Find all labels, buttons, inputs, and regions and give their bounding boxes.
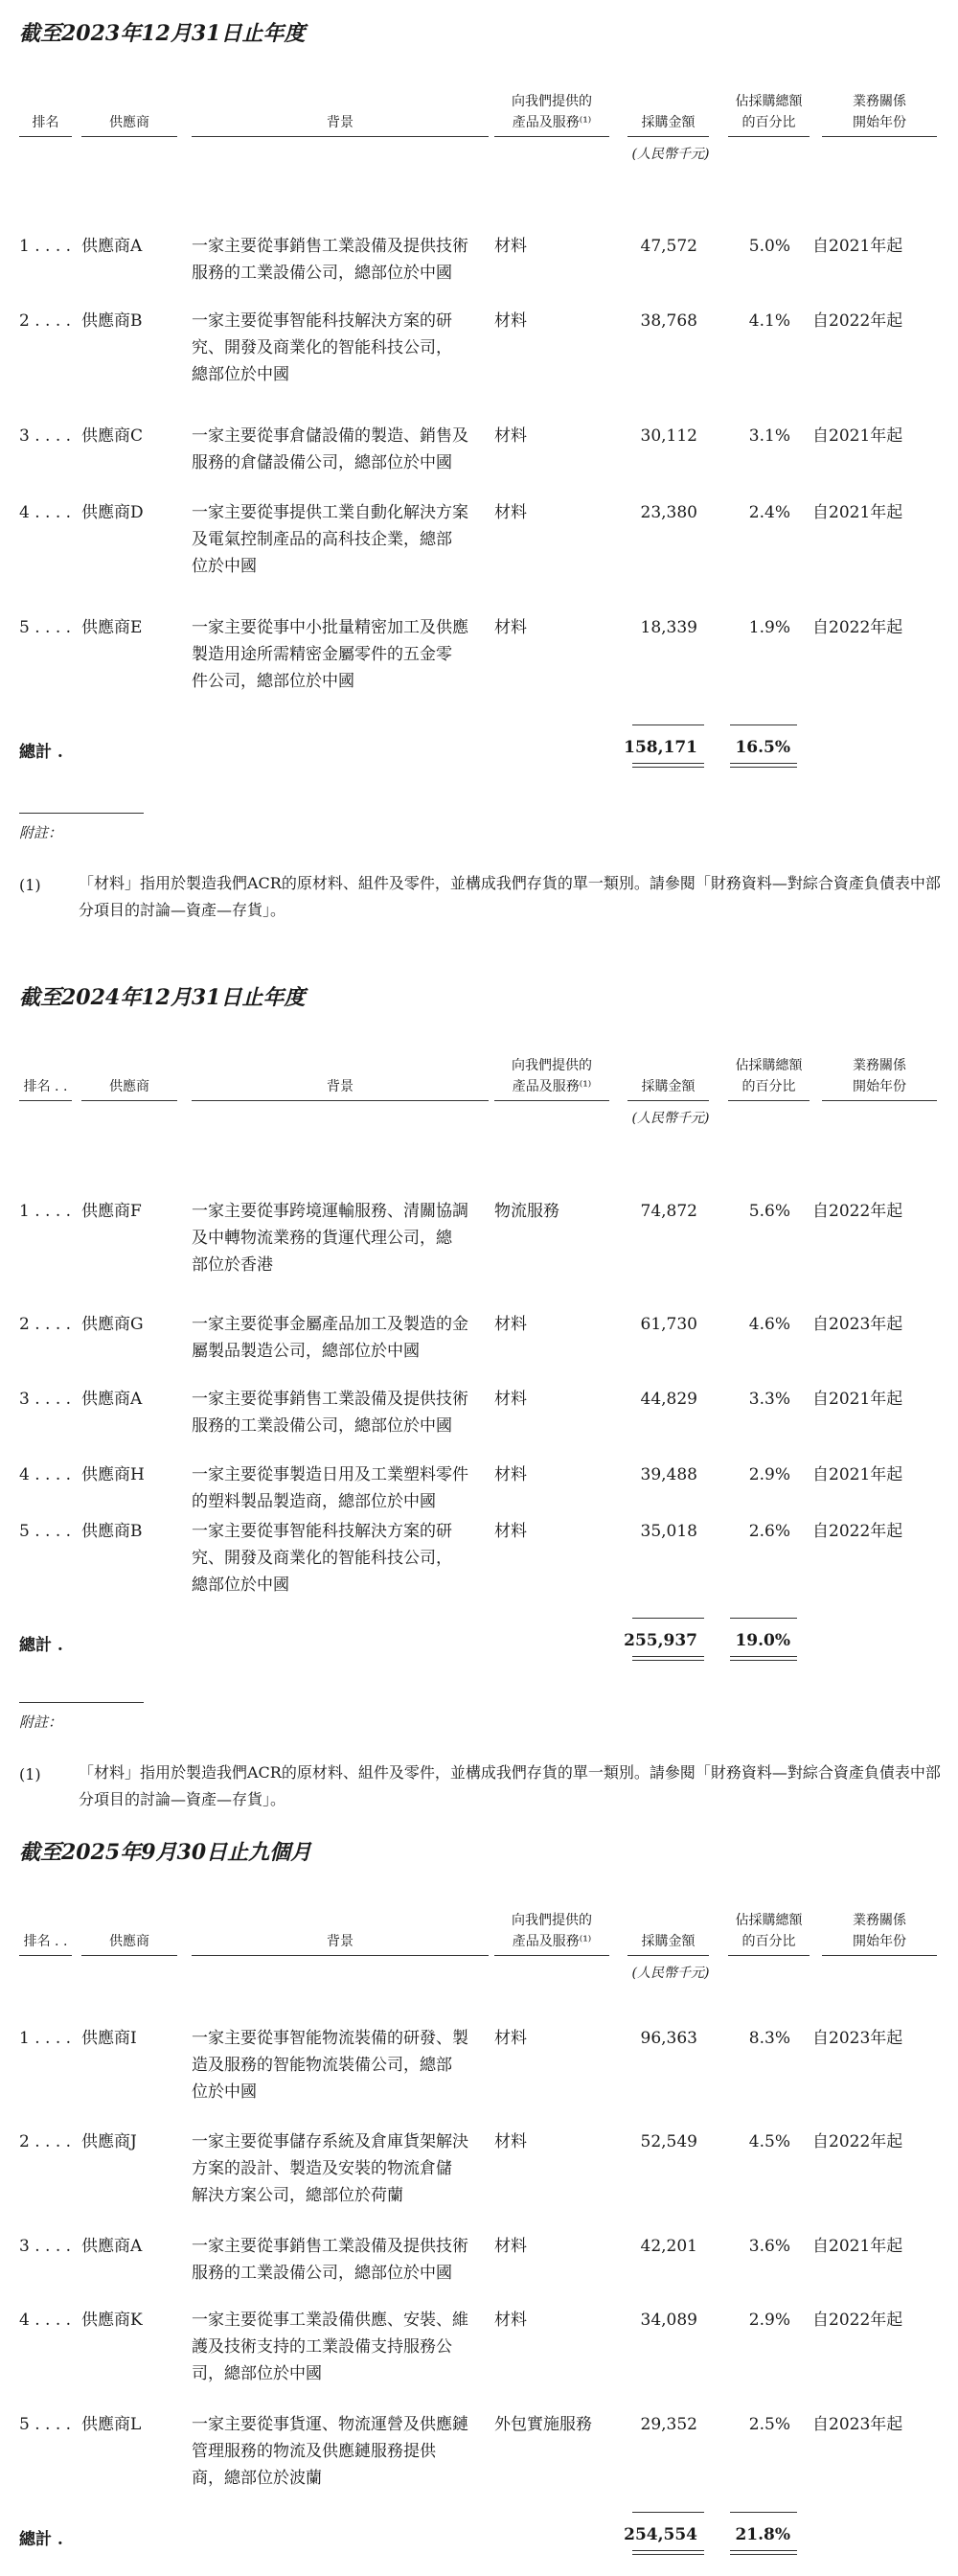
- product-cell: 材料: [494, 618, 527, 637]
- total-pct: 19.0%: [735, 1631, 790, 1650]
- pct-cell: 2.9%: [748, 1465, 790, 1484]
- rank-cell: 1 . . . .: [19, 1202, 72, 1221]
- background-line: 一家主要從事金屬產品加工及製造的金: [192, 1315, 468, 1334]
- product-cell: 材料: [494, 1315, 527, 1334]
- supplier-cell: 供應商A: [81, 2237, 143, 2256]
- amount-cell: 18,339: [640, 618, 697, 637]
- header-rule: [81, 136, 177, 137]
- product-cell: 材料: [494, 1465, 527, 1484]
- background-line: 一家主要從事製造日用及工業塑料零件: [192, 1465, 468, 1484]
- start-year-cell: 自2021年起: [812, 503, 903, 522]
- total-double-rule: [730, 2550, 797, 2555]
- section-title: 截至2024年12月31日止年度: [19, 985, 306, 1010]
- header-rule: [494, 136, 609, 137]
- background-line: 部位於香港: [192, 1255, 273, 1275]
- amount-cell: 42,201: [640, 2237, 697, 2256]
- pct-cell: 2.6%: [748, 1522, 790, 1541]
- product-cell: 材料: [494, 503, 527, 522]
- background-line: 一家主要從事中小批量精密加工及供應: [192, 618, 468, 637]
- rank-cell: 2 . . . .: [19, 2132, 72, 2151]
- background-line: 究、開發及商業化的智能科技公司，: [192, 1549, 452, 1568]
- background-line: 管理服務的物流及供應鏈服務提供: [192, 2442, 436, 2461]
- supplier-cell: 供應商J: [81, 2132, 137, 2151]
- note-label: 附註：: [19, 824, 63, 841]
- supplier-cell: 供應商A: [81, 1390, 143, 1409]
- background-line: 商，總部位於波蘭: [192, 2469, 322, 2488]
- start-year-cell: 自2021年起: [812, 1465, 903, 1484]
- amount-cell: 47,572: [640, 237, 697, 256]
- header-rule: [728, 1955, 810, 1956]
- background-line: 屬製品製造公司，總部位於中國: [192, 1342, 420, 1361]
- col-header-pct-line2: 的百分比: [741, 1934, 796, 1949]
- background-line: 一家主要從事銷售工業設備及提供技術: [192, 1390, 468, 1409]
- background-line: 一家主要從事貨運、物流運營及供應鏈: [192, 2415, 468, 2434]
- total-label: 總計 .: [19, 743, 63, 762]
- header-rule: [19, 1955, 72, 1956]
- background-cell: [192, 1198, 493, 1278]
- rank-cell: 5 . . . .: [19, 2415, 72, 2434]
- col-header-amount: 採購金額: [641, 1079, 696, 1094]
- amount-cell: 35,018: [640, 1522, 697, 1541]
- supplier-cell: 供應商C: [81, 426, 144, 446]
- background-line: 一家主要從事智能科技解決方案的研: [192, 311, 452, 331]
- col-header-products-line1: 向我們提供的: [512, 1058, 592, 1073]
- start-year-cell: 自2021年起: [812, 426, 903, 446]
- background-line: 的塑料製品製造商，總部位於中國: [192, 1492, 436, 1511]
- background-cell: [192, 233, 493, 287]
- background-cell: [192, 2128, 493, 2209]
- total-top-rule: [632, 2512, 704, 2513]
- col-header-supplier: 供應商: [109, 1079, 149, 1094]
- start-year-cell: 自2023年起: [812, 1315, 903, 1334]
- supplier-cell: 供應商A: [81, 237, 143, 256]
- col-header-supplier: 供應商: [109, 115, 149, 130]
- background-line: 方案的設計、製造及安裝的物流倉儲: [192, 2159, 452, 2178]
- rank-cell: 3 . . . .: [19, 1390, 72, 1409]
- col-header-pct-line2: 的百分比: [741, 115, 796, 130]
- col-header-rank: 排名 . .: [23, 1934, 68, 1949]
- start-year-cell: 自2021年起: [812, 2237, 903, 2256]
- rank-cell: 3 . . . .: [19, 2237, 72, 2256]
- product-cell: 材料: [494, 2237, 527, 2256]
- unit-label: (人民幣千元): [631, 1111, 710, 1126]
- col-header-start-line1: 業務關係: [853, 1913, 906, 1928]
- total-top-rule: [730, 724, 797, 725]
- background-line: 一家主要從事銷售工業設備及提供技術: [192, 2237, 468, 2256]
- total-amount: 255,937: [624, 1631, 697, 1650]
- col-header-supplier: 供應商: [109, 1934, 149, 1949]
- supplier-cell: 供應商E: [81, 618, 143, 637]
- background-line: 解決方案公司，總部位於荷蘭: [192, 2186, 403, 2205]
- total-label: 總計 .: [19, 2530, 63, 2549]
- amount-cell: 61,730: [640, 1315, 697, 1334]
- section-title: 截至2023年12月31日止年度: [19, 21, 306, 46]
- unit-label: (人民幣千元): [631, 1966, 710, 1981]
- col-header-start-line2: 開始年份: [853, 115, 906, 130]
- total-pct: 21.8%: [735, 2525, 790, 2544]
- total-double-rule: [632, 2550, 704, 2555]
- header-rule: [822, 1100, 937, 1101]
- col-header-products-line1: 向我們提供的: [512, 94, 592, 109]
- total-amount: 158,171: [624, 738, 697, 757]
- background-line: 一家主要從事工業設備供應、安裝、維: [192, 2311, 468, 2330]
- note-number: (1): [19, 876, 41, 894]
- amount-cell: 52,549: [640, 2132, 697, 2151]
- rank-cell: 2 . . . .: [19, 1315, 72, 1334]
- start-year-cell: 自2022年起: [812, 2311, 903, 2330]
- background-line: 服務的工業設備公司，總部位於中國: [192, 2264, 452, 2283]
- product-cell: 材料: [494, 1522, 527, 1541]
- pct-cell: 1.9%: [748, 618, 790, 637]
- note-rule: [19, 1702, 144, 1703]
- background-cell: [192, 2411, 493, 2492]
- pct-cell: 8.3%: [748, 2029, 790, 2048]
- background-line: 及電氣控制產品的高科技企業，總部: [192, 530, 452, 549]
- pct-cell: 3.1%: [748, 426, 790, 446]
- col-header-pct-line1: 佔採購總額: [735, 1058, 803, 1073]
- col-header-rank: 排名: [32, 115, 59, 130]
- product-cell: 材料: [494, 426, 527, 446]
- pct-cell: 4.1%: [748, 311, 790, 331]
- total-double-rule: [730, 1656, 797, 1661]
- amount-cell: 34,089: [640, 2311, 697, 2330]
- col-header-start-line2: 開始年份: [853, 1934, 906, 1949]
- total-label: 總計 .: [19, 1636, 63, 1655]
- amount-cell: 29,352: [640, 2415, 697, 2434]
- rank-cell: 4 . . . .: [19, 1465, 72, 1484]
- background-line: 位於中國: [192, 2082, 257, 2102]
- col-header-products-line2: 產品及服務⁽¹⁾: [512, 1934, 592, 1949]
- header-rule: [494, 1955, 609, 1956]
- header-rule: [822, 1955, 937, 1956]
- col-header-start-line1: 業務關係: [853, 94, 906, 109]
- header-rule: [81, 1955, 177, 1956]
- pct-cell: 3.6%: [748, 2237, 790, 2256]
- col-header-products-line2: 產品及服務⁽¹⁾: [512, 1079, 592, 1094]
- start-year-cell: 自2022年起: [812, 1522, 903, 1541]
- background-cell: [192, 2233, 493, 2287]
- product-cell: 材料: [494, 237, 527, 256]
- header-rule: [728, 136, 810, 137]
- product-cell: 材料: [494, 1390, 527, 1409]
- total-top-rule: [730, 1618, 797, 1619]
- rank-cell: 4 . . . .: [19, 2311, 72, 2330]
- note-number: (1): [19, 1765, 41, 1783]
- background-cell: [192, 499, 493, 580]
- header-rule: [627, 1100, 709, 1101]
- product-cell: 材料: [494, 2029, 527, 2048]
- background-line: 服務的倉儲設備公司，總部位於中國: [192, 453, 452, 472]
- background-line: 一家主要從事智能物流裝備的研發、製: [192, 2029, 468, 2048]
- total-amount: 254,554: [624, 2525, 697, 2544]
- rank-cell: 5 . . . .: [19, 1522, 72, 1541]
- start-year-cell: 自2021年起: [812, 1390, 903, 1409]
- rank-cell: 4 . . . .: [19, 503, 72, 522]
- unit-label: (人民幣千元): [631, 147, 710, 162]
- total-pct: 16.5%: [735, 738, 790, 757]
- header-rule: [192, 1100, 489, 1101]
- background-line: 一家主要從事跨境運輸服務、清關協調: [192, 1202, 468, 1221]
- pct-cell: 2.5%: [748, 2415, 790, 2434]
- pct-cell: 5.6%: [748, 1202, 790, 1221]
- background-line: 服務的工業設備公司，總部位於中國: [192, 1416, 452, 1436]
- background-cell: [192, 423, 493, 476]
- note-text: 「材料」指用於製造我們ACR的原材料、組件及零件，並構成我們存貨的單一類別。請參閱「財務資料—對綜合資產負債表中部分項目的討論—資產—存貨」。: [79, 874, 941, 919]
- header-rule: [192, 1955, 489, 1956]
- header-rule: [494, 1100, 609, 1101]
- total-double-rule: [632, 763, 704, 768]
- background-line: 造及服務的智能物流裝備公司，總部: [192, 2056, 452, 2075]
- product-cell: 材料: [494, 311, 527, 331]
- col-header-start-line1: 業務關係: [853, 1058, 906, 1073]
- header-rule: [627, 136, 709, 137]
- start-year-cell: 自2023年起: [812, 2029, 903, 2048]
- background-line: 司，總部位於中國: [192, 2364, 322, 2383]
- total-double-rule: [632, 1656, 704, 1661]
- amount-cell: 23,380: [640, 503, 697, 522]
- col-header-start-line2: 開始年份: [853, 1079, 906, 1094]
- col-header-rank: 排名 . .: [23, 1079, 68, 1094]
- background-line: 總部位於中國: [192, 365, 289, 384]
- background-cell: [192, 614, 493, 695]
- note-text: 「材料」指用於製造我們ACR的原材料、組件及零件，並構成我們存貨的單一類別。請參閱「財務資料—對綜合資產負債表中部分項目的討論—資產—存貨」。: [79, 1763, 941, 1808]
- supplier-cell: 供應商F: [81, 1202, 142, 1221]
- background-line: 究、開發及商業化的智能科技公司，: [192, 338, 452, 357]
- note-rule: [19, 813, 144, 814]
- background-cell: [192, 308, 493, 388]
- start-year-cell: 自2022年起: [812, 618, 903, 637]
- header-rule: [19, 1100, 72, 1101]
- background-line: 一家主要從事提供工業自動化解決方案: [192, 503, 468, 522]
- pct-cell: 2.4%: [748, 503, 790, 522]
- header-rule: [19, 136, 72, 137]
- col-header-products-line1: 向我們提供的: [512, 1913, 592, 1928]
- background-line: 一家主要從事智能科技解決方案的研: [192, 1522, 452, 1541]
- background-cell: [192, 1386, 493, 1439]
- rank-cell: 3 . . . .: [19, 426, 72, 446]
- header-rule: [192, 136, 489, 137]
- note-label: 附註：: [19, 1714, 63, 1731]
- col-header-pct-line2: 的百分比: [741, 1079, 796, 1094]
- product-cell: 物流服務: [494, 1202, 559, 1221]
- col-header-pct-line1: 佔採購總額: [735, 1913, 803, 1928]
- supplier-cell: 供應商B: [81, 311, 143, 331]
- col-header-background: 背景: [327, 1934, 354, 1949]
- pct-cell: 3.3%: [748, 1390, 790, 1409]
- pct-cell: 2.9%: [748, 2311, 790, 2330]
- total-top-rule: [632, 1618, 704, 1619]
- product-cell: 材料: [494, 2311, 527, 2330]
- supplier-cell: 供應商B: [81, 1522, 143, 1541]
- background-cell: [192, 1311, 493, 1365]
- start-year-cell: 自2022年起: [812, 1202, 903, 1221]
- header-rule: [822, 136, 937, 137]
- start-year-cell: 自2023年起: [812, 2415, 903, 2434]
- background-cell: [192, 1461, 493, 1515]
- supplier-cell: 供應商D: [81, 503, 144, 522]
- background-line: 總部位於中國: [192, 1576, 289, 1595]
- background-line: 一家主要從事儲存系統及倉庫貨架解決: [192, 2132, 468, 2151]
- background-line: 護及技術支持的工業設備支持服務公: [192, 2337, 452, 2357]
- amount-cell: 39,488: [640, 1465, 697, 1484]
- rank-cell: 2 . . . .: [19, 311, 72, 331]
- start-year-cell: 自2022年起: [812, 311, 903, 331]
- total-top-rule: [730, 2512, 797, 2513]
- background-line: 位於中國: [192, 557, 257, 576]
- supplier-cell: 供應商K: [81, 2311, 143, 2330]
- header-rule: [728, 1100, 810, 1101]
- supplier-cell: 供應商G: [81, 1315, 144, 1334]
- supplier-cell: 供應商H: [81, 1465, 145, 1484]
- amount-cell: 38,768: [640, 311, 697, 331]
- amount-cell: 74,872: [640, 1202, 697, 1221]
- total-top-rule: [632, 724, 704, 725]
- section-title: 截至2025年9月30日止九個月: [19, 1840, 312, 1865]
- background-line: 件公司，總部位於中國: [192, 672, 354, 691]
- pct-cell: 4.5%: [748, 2132, 790, 2151]
- background-line: 及中轉物流業務的貨運代理公司，總: [192, 1229, 452, 1248]
- rank-cell: 5 . . . .: [19, 618, 72, 637]
- background-cell: [192, 2025, 493, 2105]
- col-header-background: 背景: [327, 1079, 354, 1094]
- amount-cell: 30,112: [640, 426, 697, 446]
- background-line: 製造用途所需精密金屬零件的五金零: [192, 645, 452, 664]
- product-cell: 材料: [494, 2132, 527, 2151]
- background-line: 服務的工業設備公司，總部位於中國: [192, 264, 452, 283]
- amount-cell: 44,829: [640, 1390, 697, 1409]
- rank-cell: 1 . . . .: [19, 2029, 72, 2048]
- col-header-pct-line1: 佔採購總額: [735, 94, 803, 109]
- col-header-amount: 採購金額: [641, 1934, 696, 1949]
- product-cell: 外包實施服務: [494, 2415, 592, 2434]
- col-header-background: 背景: [327, 115, 354, 130]
- start-year-cell: 自2022年起: [812, 2132, 903, 2151]
- start-year-cell: 自2021年起: [812, 237, 903, 256]
- header-rule: [627, 1955, 709, 1956]
- rank-cell: 1 . . . .: [19, 237, 72, 256]
- amount-cell: 96,363: [640, 2029, 697, 2048]
- total-double-rule: [730, 763, 797, 768]
- col-header-amount: 採購金額: [641, 115, 696, 130]
- background-cell: [192, 2307, 493, 2387]
- background-cell: [192, 1518, 493, 1598]
- header-rule: [81, 1100, 177, 1101]
- supplier-cell: 供應商L: [81, 2415, 142, 2434]
- pct-cell: 4.6%: [748, 1315, 790, 1334]
- background-line: 一家主要從事銷售工業設備及提供技術: [192, 237, 468, 256]
- supplier-cell: 供應商I: [81, 2029, 137, 2048]
- background-line: 一家主要從事倉儲設備的製造、銷售及: [192, 426, 468, 446]
- pct-cell: 5.0%: [748, 237, 790, 256]
- col-header-products-line2: 產品及服務⁽¹⁾: [512, 115, 592, 130]
